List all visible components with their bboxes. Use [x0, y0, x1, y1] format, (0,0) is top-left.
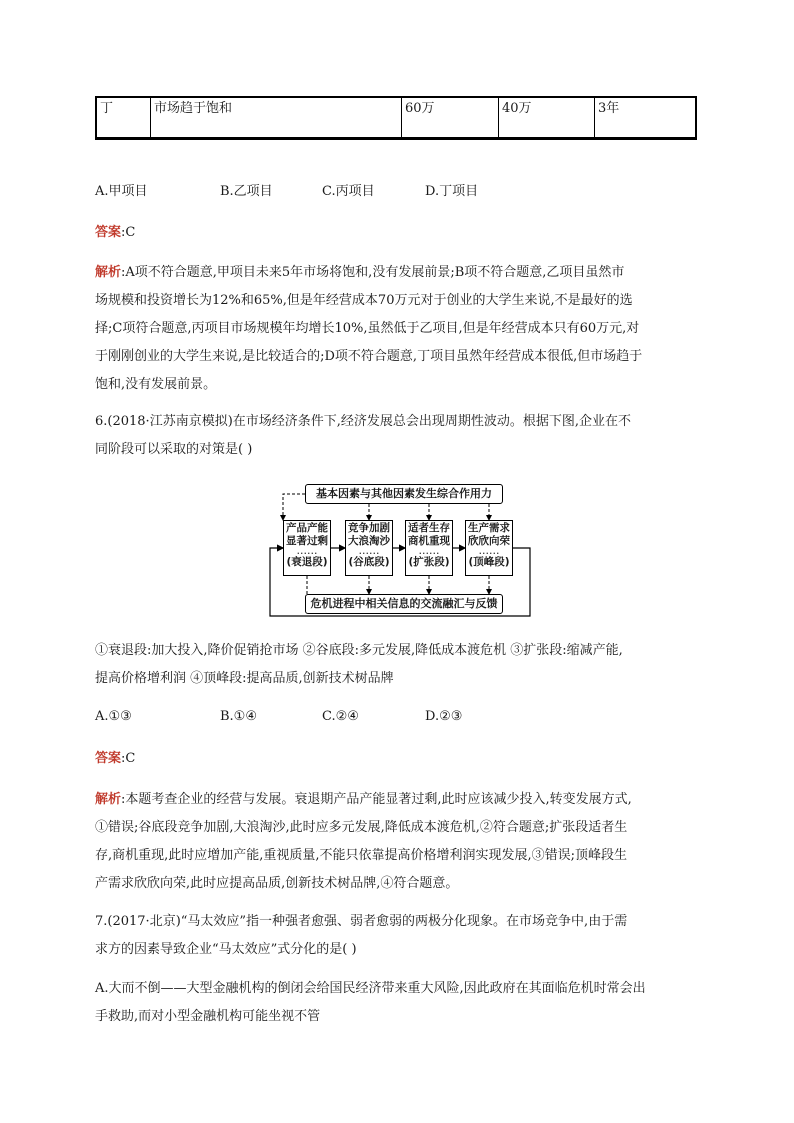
answer-label: 答案 [95, 751, 122, 766]
analysis-line: ①错误;谷底段竞争加剧,大浪淘沙,此时应多元发展,降低成本渡危机,②符合题意;扩张段适者生 [95, 820, 628, 835]
table-cell-cost: 40万 [498, 98, 594, 137]
q6-option-c: C.②④ [322, 709, 359, 724]
statement-line: ①衰退段:加大投入,降价促销抢市场 ②谷底段:多元发展,降低成本渡危机 ③扩张段:缩减产能, [95, 643, 623, 658]
statement-line: 提高价格增利润 ④顶峰段:提高品质,创新技术树品牌 [95, 671, 394, 686]
answer-value: :C [121, 225, 136, 240]
q6-analysis [95, 786, 705, 898]
analysis-line: 择;C项符合题意,丙项目市场规模年均增长10%,虽然低于乙项目,但是年经营成本只有60万元,对 [95, 321, 640, 336]
stage-dots: …… [358, 545, 380, 557]
analysis-line: 产需求欣欣向荣,此时应提高品质,创新技术树品牌,④符合题意。 [95, 876, 459, 891]
analysis-line: 场规模和投资增长为12%和65%,但是年经营成本70万元对于创业的大学生来说,不是最好的选 [95, 293, 633, 308]
stage-dots: …… [418, 545, 440, 557]
table-cell-market: 市场趋于饱和 [150, 98, 401, 137]
stage-line: 适者生存 [408, 522, 450, 534]
analysis-label: 解析 [95, 265, 122, 280]
stage-phase: (扩张段) [408, 556, 450, 568]
stage-phase: (衰退段) [286, 556, 328, 568]
analysis-label: 解析 [95, 792, 122, 807]
stage-line: 显著过剩 [286, 534, 328, 547]
stage-line: 商机重现 [408, 534, 450, 547]
table-cell-period: 3年 [594, 98, 697, 137]
stage-box-expansion [405, 520, 453, 576]
stage-box-recession [283, 520, 331, 576]
analysis-line: 于刚刚创业的大学生来说,是比较适合的;D项不符合题意,丁项目虽然年经营成本很低,但市场趋于 [95, 349, 643, 364]
analysis-line: :本题考查企业的经营与发展。衰退期产品产能显著过剩,此时应该减少投入,转变发展方式, [121, 792, 632, 807]
q6-option-b: B.①④ [220, 709, 257, 724]
table-cell-scale: 60万 [401, 98, 498, 137]
stem-line: 求方的因素导致企业“马太效应”式分化的是( ) [95, 942, 357, 957]
q6-option-a: A.①③ [95, 709, 132, 724]
stem-line: 7.(2017·北京)“马太效应”指一种强者愈强、弱者愈弱的两极分化现象。在市场竞争中,由于需 [95, 914, 628, 929]
stage-dots: …… [478, 545, 500, 557]
analysis-line: :A项不符合题意,甲项目未来5年市场将饱和,没有发展前景;B项不符合题意,乙项目虽然市 [121, 265, 625, 280]
q5-option-b: B.乙项目 [220, 184, 273, 199]
q5-option-c: C.丙项目 [322, 184, 375, 199]
stage-line: 竞争加剧 [348, 522, 390, 534]
q5-option-a: A.甲项目 [95, 184, 148, 199]
q7-stem [95, 908, 705, 964]
option-line: 手救助,而对小型金融机构可能坐视不管 [95, 1009, 321, 1024]
stage-line: 大浪淘沙 [348, 534, 390, 547]
q5-option-d: D.丁项目 [425, 184, 479, 199]
stage-phase: (谷底段) [348, 556, 390, 568]
option-line: A.大而不倒——大型金融机构的倒闭会给国民经济带来重大风险,因此政府在其面临危机时常会出 [95, 981, 646, 996]
stage-line: 生产需求 [468, 522, 510, 534]
diagram-bottom-box: 危机进程中相关信息的交流融汇与反馈 [305, 594, 503, 614]
answer-label: 答案 [95, 225, 122, 240]
stage-line: 产品产能 [286, 522, 328, 534]
analysis-line: 存,商机重现,此时应增加产能,重视质量,不能只依靠提高价格增利润实现发展,③错误;顶峰段生 [95, 848, 628, 863]
answer-value: :C [121, 751, 136, 766]
q6-answer [95, 745, 135, 773]
q6-option-d: D.②③ [425, 709, 463, 724]
q7-option-a [95, 975, 705, 1031]
table-cell-project: 丁 [95, 98, 150, 137]
stage-box-trough [345, 520, 393, 576]
stage-line: 欣欣向荣 [468, 534, 510, 547]
stem-line: 同阶段可以采取的对策是( ) [95, 442, 253, 457]
stem-line: 6.(2018·江苏南京模拟)在市场经济条件下,经济发展总会出现周期性波动。根据下图,企业在不 [95, 414, 632, 429]
analysis-line: 饱和,没有发展前景。 [95, 377, 217, 392]
stage-box-peak [465, 520, 513, 576]
stage-phase: (顶峰段) [468, 556, 510, 568]
stage-dots: …… [296, 545, 318, 557]
q6-statements [95, 637, 705, 693]
diagram-top-box: 基本因素与其他因素发生综合作用力 [305, 484, 503, 504]
